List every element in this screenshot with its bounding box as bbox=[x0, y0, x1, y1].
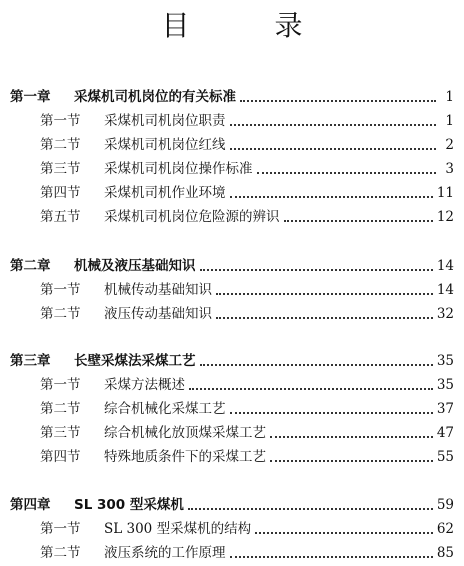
page-number: 55 bbox=[436, 449, 454, 465]
section-number: 第二节 bbox=[40, 306, 81, 322]
dot-leader bbox=[230, 412, 433, 414]
section-number: 第一节 bbox=[40, 113, 81, 129]
page-number: 32 bbox=[436, 306, 454, 322]
toc-section[interactable] bbox=[0, 373, 464, 395]
page-number: 2 bbox=[445, 137, 454, 153]
toc-section[interactable] bbox=[0, 541, 464, 563]
toc-section[interactable] bbox=[0, 445, 464, 467]
section-title: 综合机械化采煤工艺 bbox=[104, 401, 226, 417]
chapter-title: 机械及液压基础知识 bbox=[74, 258, 196, 274]
page-number: 85 bbox=[436, 545, 454, 561]
section-title: 采煤机司机岗位操作标准 bbox=[104, 161, 253, 177]
toc-chapter-4[interactable] bbox=[0, 493, 464, 515]
toc-chapter-2[interactable] bbox=[0, 254, 464, 276]
dot-leader bbox=[200, 364, 433, 366]
section-title: 特殊地质条件下的采煤工艺 bbox=[104, 449, 266, 465]
section-title: 综合机械化放顶煤采煤工艺 bbox=[104, 425, 266, 441]
toc-title: 目 录 bbox=[161, 9, 341, 42]
section-number: 第三节 bbox=[40, 425, 81, 441]
toc-section[interactable] bbox=[0, 421, 464, 443]
page-number: 14 bbox=[436, 258, 454, 274]
dot-leader bbox=[230, 148, 437, 150]
toc-section[interactable] bbox=[0, 181, 464, 203]
section-title: 采煤方法概述 bbox=[104, 377, 185, 393]
section-title: 采煤机司机作业环境 bbox=[104, 185, 226, 201]
page-number: 59 bbox=[436, 497, 454, 513]
section-title: SL 300 型采煤机的结构 bbox=[104, 521, 252, 537]
dot-leader bbox=[270, 460, 433, 462]
page-number: 35 bbox=[436, 353, 454, 369]
dot-leader bbox=[200, 269, 433, 271]
page-number: 47 bbox=[436, 425, 454, 441]
section-title: 液压系统的工作原理 bbox=[104, 545, 226, 561]
chapter-title: 长壁采煤法采煤工艺 bbox=[74, 353, 196, 369]
page-number: 37 bbox=[436, 401, 454, 417]
chapter-number: 第一章 bbox=[10, 89, 51, 105]
toc-section[interactable] bbox=[0, 517, 464, 539]
page-number: 14 bbox=[436, 282, 454, 298]
toc-section[interactable] bbox=[0, 397, 464, 419]
page-number: 11 bbox=[436, 185, 454, 201]
dot-leader bbox=[240, 100, 436, 102]
section-number: 第一节 bbox=[40, 377, 81, 393]
page-number: 12 bbox=[436, 209, 454, 225]
chapter-number: 第三章 bbox=[10, 353, 51, 369]
toc-section[interactable] bbox=[0, 133, 464, 155]
dot-leader bbox=[230, 556, 433, 558]
dot-leader bbox=[257, 172, 437, 174]
dot-leader bbox=[188, 508, 433, 510]
page-number: 3 bbox=[445, 161, 454, 177]
section-number: 第一节 bbox=[40, 282, 81, 298]
dot-leader bbox=[284, 220, 433, 222]
section-number: 第五节 bbox=[40, 209, 81, 225]
section-number: 第二节 bbox=[40, 137, 81, 153]
section-number: 第二节 bbox=[40, 401, 81, 417]
page-number: 1 bbox=[445, 113, 454, 129]
dot-leader bbox=[189, 388, 433, 390]
section-title: 机械传动基础知识 bbox=[104, 282, 212, 298]
chapter-title: SL 300 型采煤机 bbox=[74, 497, 184, 513]
dot-leader bbox=[216, 293, 433, 295]
dot-leader bbox=[230, 196, 433, 198]
dot-leader bbox=[270, 436, 433, 438]
toc-section[interactable] bbox=[0, 109, 464, 131]
toc-section[interactable] bbox=[0, 157, 464, 179]
section-number: 第四节 bbox=[40, 449, 81, 465]
page-number: 62 bbox=[436, 521, 454, 537]
toc-section[interactable] bbox=[0, 302, 464, 324]
toc-chapter-3[interactable] bbox=[0, 349, 464, 371]
chapter-number: 第二章 bbox=[10, 258, 51, 274]
section-number: 第四节 bbox=[40, 185, 81, 201]
section-title: 液压传动基础知识 bbox=[104, 306, 212, 322]
section-title: 采煤机司机岗位红线 bbox=[104, 137, 226, 153]
dot-leader bbox=[230, 124, 437, 126]
dot-leader bbox=[255, 532, 433, 534]
chapter-number: 第四章 bbox=[10, 497, 51, 513]
section-number: 第三节 bbox=[40, 161, 81, 177]
toc-section[interactable] bbox=[0, 205, 464, 227]
page-number: 35 bbox=[436, 377, 454, 393]
section-title: 采煤机司机岗位职责 bbox=[104, 113, 226, 129]
section-number: 第二节 bbox=[40, 545, 81, 561]
section-number: 第一节 bbox=[40, 521, 81, 537]
toc-section[interactable] bbox=[0, 278, 464, 300]
dot-leader bbox=[216, 317, 433, 319]
toc-chapter-1[interactable] bbox=[0, 85, 464, 107]
page-number: 1 bbox=[445, 89, 454, 105]
chapter-title: 采煤机司机岗位的有关标准 bbox=[74, 89, 236, 105]
section-title: 采煤机司机岗位危险源的辨识 bbox=[104, 209, 280, 225]
